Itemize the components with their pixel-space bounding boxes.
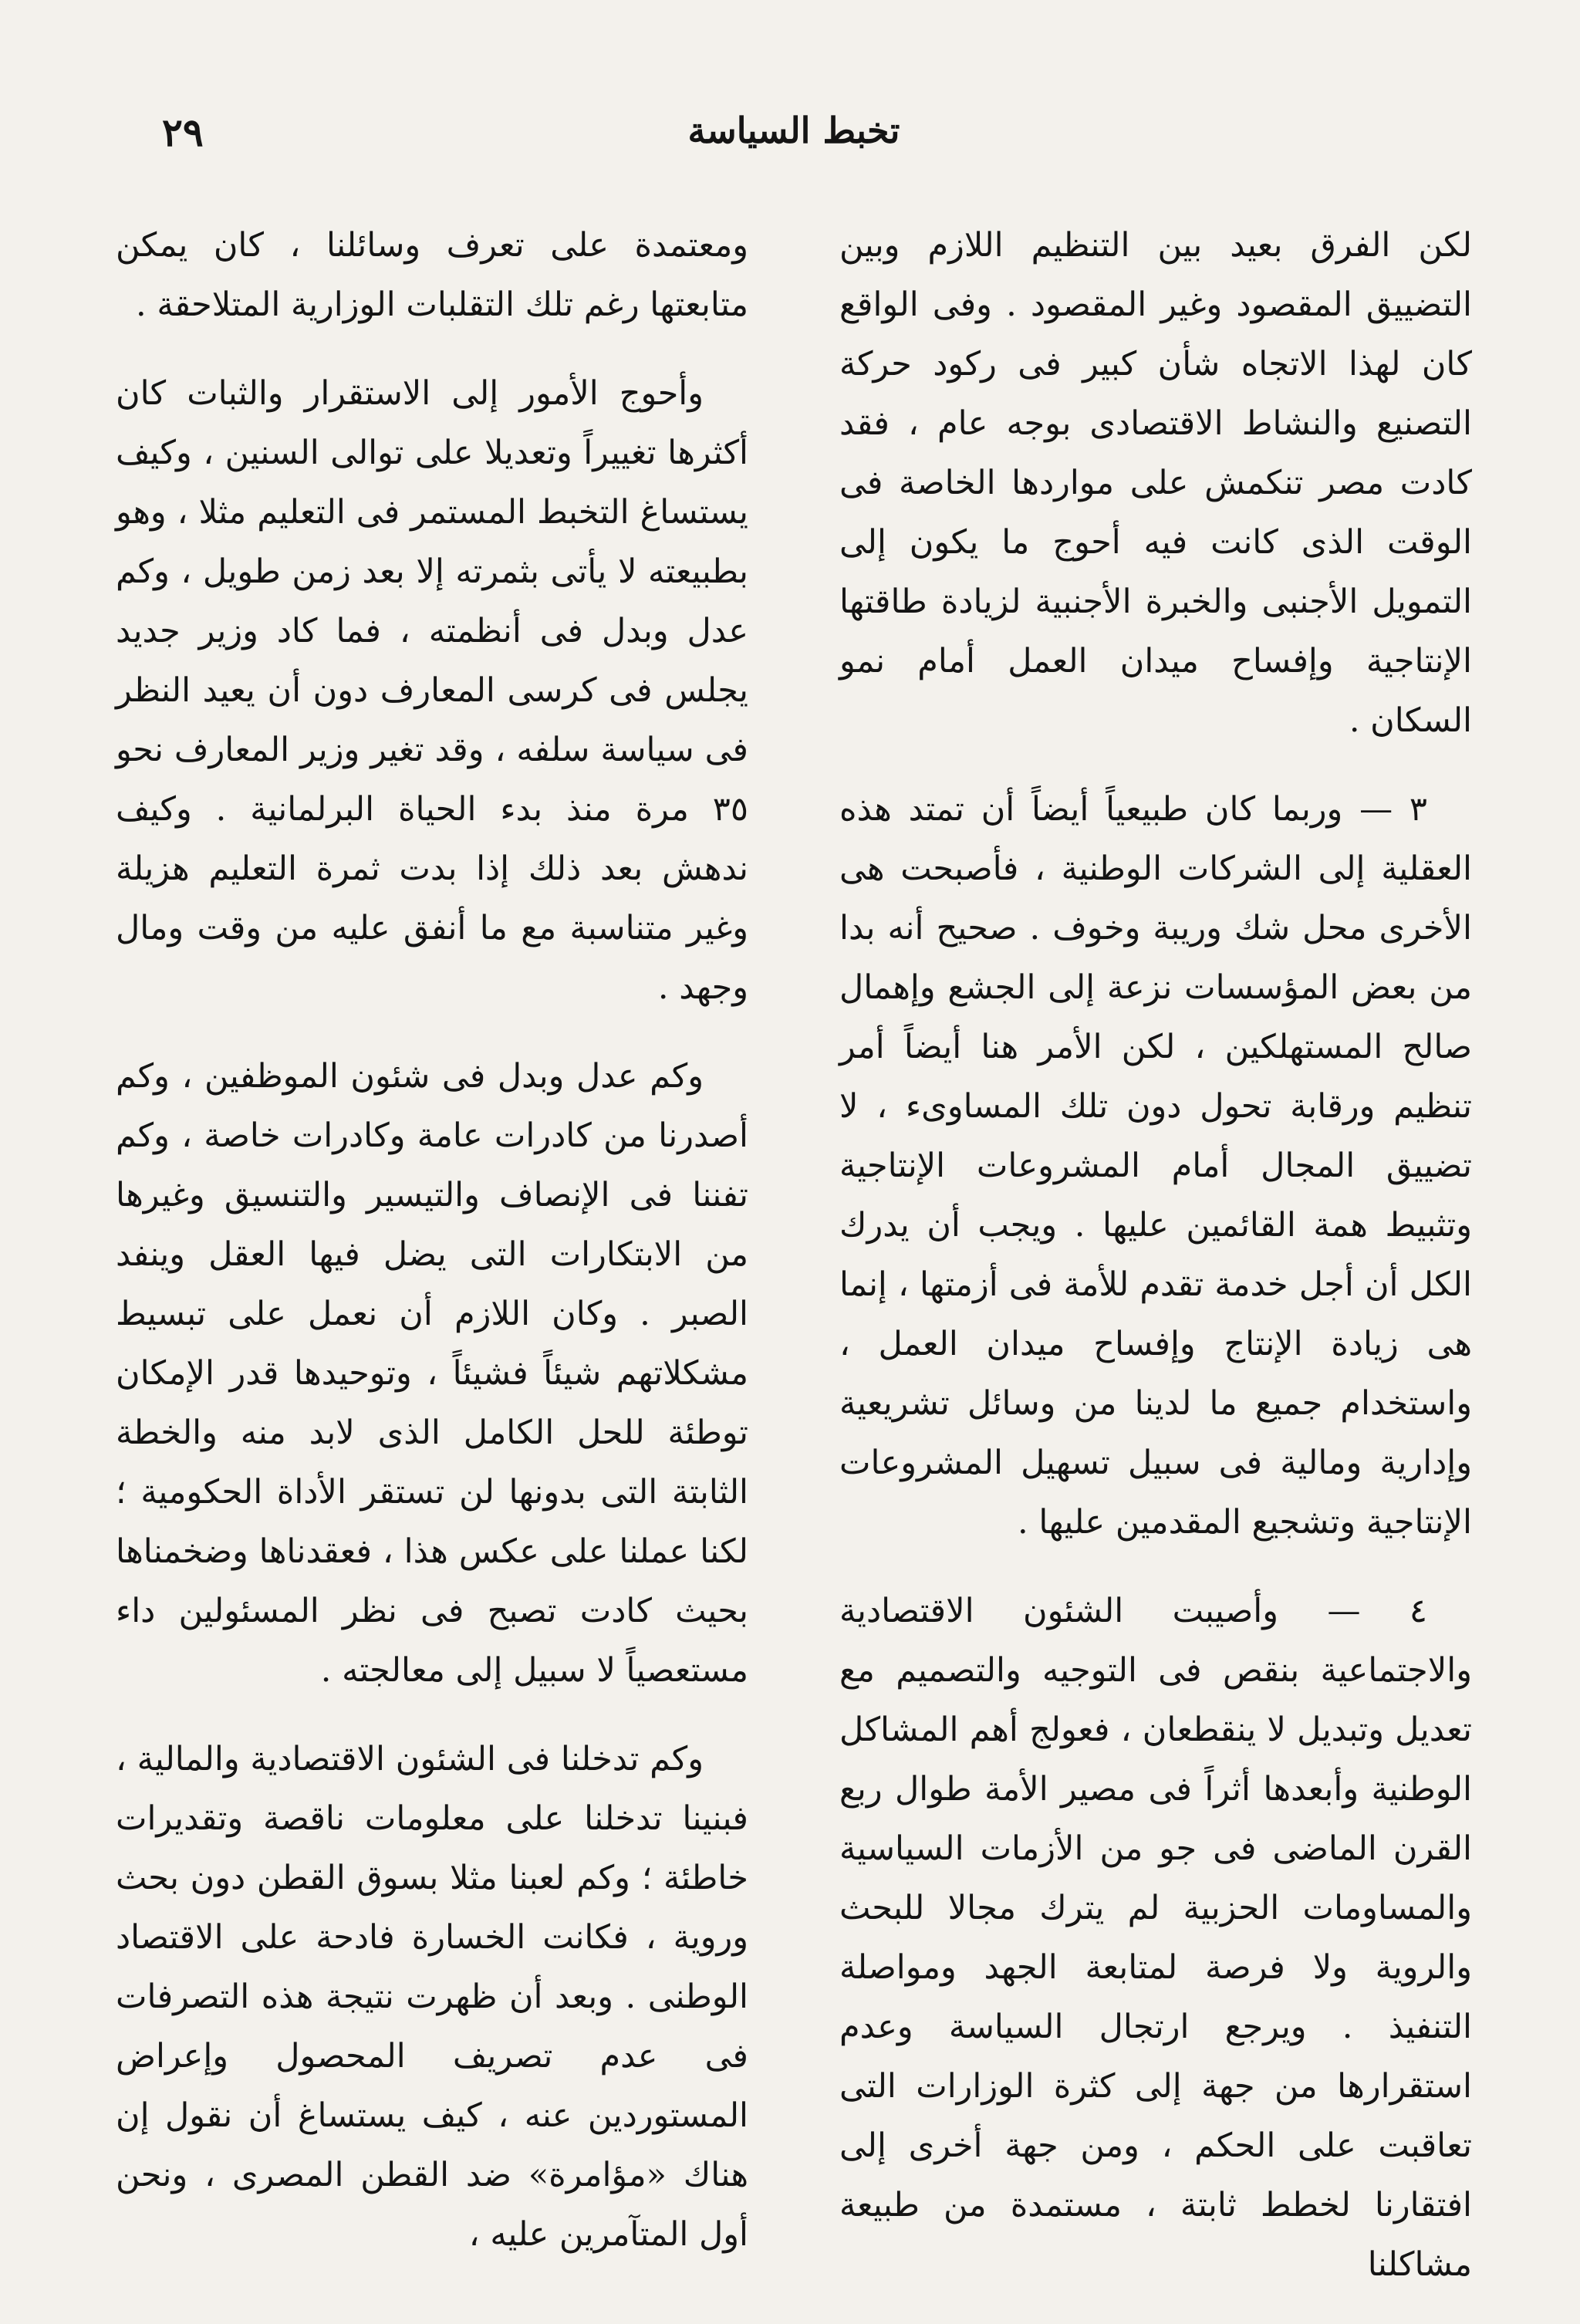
- right-column: [839, 216, 1472, 2324]
- text-columns: [116, 216, 1472, 2324]
- page-number: ٢٩: [162, 110, 204, 155]
- paragraph: ومعتمدة على تعرف وسائلنا ، كان يمكن متابعتها رغم تلك التقلبات الوزارية المتلاحقة .: [116, 226, 748, 324]
- paragraph: وأحوج الأمور إلى الاستقرار والثبات كان أكثرها تغييراً وتعديلا على توالى السنين ، وكيف يستساغ التخبط المستمر فى التعليم مثلا ، وهو بطبيعته لا يأتى بثمرته إلا بعد زمن طويل ، وكم عدل وبدل فى أنظمته ، فما كاد وزير جديد يجلس فى كرسى المعارف دون أن يعيد النظر فى سياسة سلفه ، وقد تغير وزير المعارف نحو ٣٥ مرة منذ بدء الحياة البرلمانية . وكيف ندهش بعد ذلك إذا بدت ثمرة التعليم هزيلة وغير متناسبة مع ما أنفق عليه من وقت ومال وجهد .: [116, 374, 748, 1007]
- paragraph: وكم تدخلنا فى الشئون الاقتصادية والمالية ، فبنينا تدخلنا على معلومات ناقصة وتقديرات خاطئة ؛ وكم لعبنا مثلا بسوق القطن دون بحث وروية ، فكانت الخسارة فادحة على الاقتصاد الوطنى . وبعد أن ظهرت نتيجة هذه التصرفات فى عدم تصريف المحصول وإعراض المستوردين عنه ، كيف يستساغ أن نقول إن هناك «مؤامرة» ضد القطن المصرى ، ونحن أول المتآمرين عليه ،: [116, 1740, 748, 2254]
- running-title: تخبط السياسة: [687, 110, 900, 151]
- left-column: [116, 216, 748, 2324]
- paragraph: لكن الفرق بعيد بين التنظيم اللازم وبين التضييق المقصود وغير المقصود . وفى الواقع كان لهذا الاتجاه شأن كبير فى ركود حركة التصنيع والنشاط الاقتصادى بوجه عام ، فقد كادت مصر تنكمش على مواردها الخاصة فى الوقت الذى كانت فيه أحوج ما يكون إلى التمويل الأجنبى والخبرة الأجنبية لزيادة طاقتها الإنتاجية وإفساح ميدان العمل أمام نمو السكان .: [839, 226, 1472, 740]
- running-head: [116, 100, 1472, 170]
- paragraph: ٤ — وأصيبت الشئون الاقتصادية والاجتماعية بنقص فى التوجيه والتصميم مع تعديل وتبديل لا ينقطعان ، فعولج أهم المشاكل الوطنية وأبعدها أثراً فى مصير الأمة طوال ربع القرن الماضى فى جو من الأزمات السياسية والمساومات الحزبية لم يترك مجالا للبحث والروية ولا فرصة لمتابعة الجهد ومواصلة التنفيذ . ويرجع ارتجال السياسة وعدم استقرارها من جهة إلى كثرة الوزارات التى تعاقبت على الحكم ، ومن جهة أخرى إلى افتقارنا لخطط ثابتة ، مستمدة من طبيعة مشاكلنا: [839, 1592, 1472, 2284]
- paragraph: وكم عدل وبدل فى شئون الموظفين ، وكم أصدرنا من كادرات عامة وكادرات خاصة ، وكم تفننا فى الإنصاف والتيسير والتنسيق وغيرها من الابتكارات التى يضل فيها العقل وينفد الصبر . وكان اللازم أن نعمل على تبسيط مشكلاتهم شيئاً فشيئاً ، وتوحيدها قدر الإمكان توطئة للحل الكامل الذى لابد منه والخطة الثابتة التى بدونها لن تستقر الأداة الحكومية ؛ لكنا عملنا على عكس هذا ، فعقدناها وضخمناها بحيث كادت تصبح فى نظر المسئولين داء مستعصياً لا سبيل إلى معالجته .: [116, 1057, 748, 1690]
- paragraph: ٣ — وربما كان طبيعياً أيضاً أن تمتد هذه العقلية إلى الشركات الوطنية ، فأصبحت هى الأخرى محل شك وريبة وخوف . صحيح أنه بدا من بعض المؤسسات نزعة إلى الجشع وإهمال صالح المستهلكين ، لكن الأمر هنا أيضاً أمر تنظيم ورقابة تحول دون تلك المساوىء ، لا تضييق المجال أمام المشروعات الإنتاجية وتثبيط همة القائمين عليها . ويجب أن يدرك الكل أن أجل خدمة تقدم للأمة فى أزمتها ، إنما هى زيادة الإنتاج وإفساح ميدان العمل ، واستخدام جميع ما لدينا من وسائل تشريعية وإدارية ومالية فى سبيل تسهيل المشروعات الإنتاجية وتشجيع المقدمين عليها .: [839, 790, 1472, 1542]
